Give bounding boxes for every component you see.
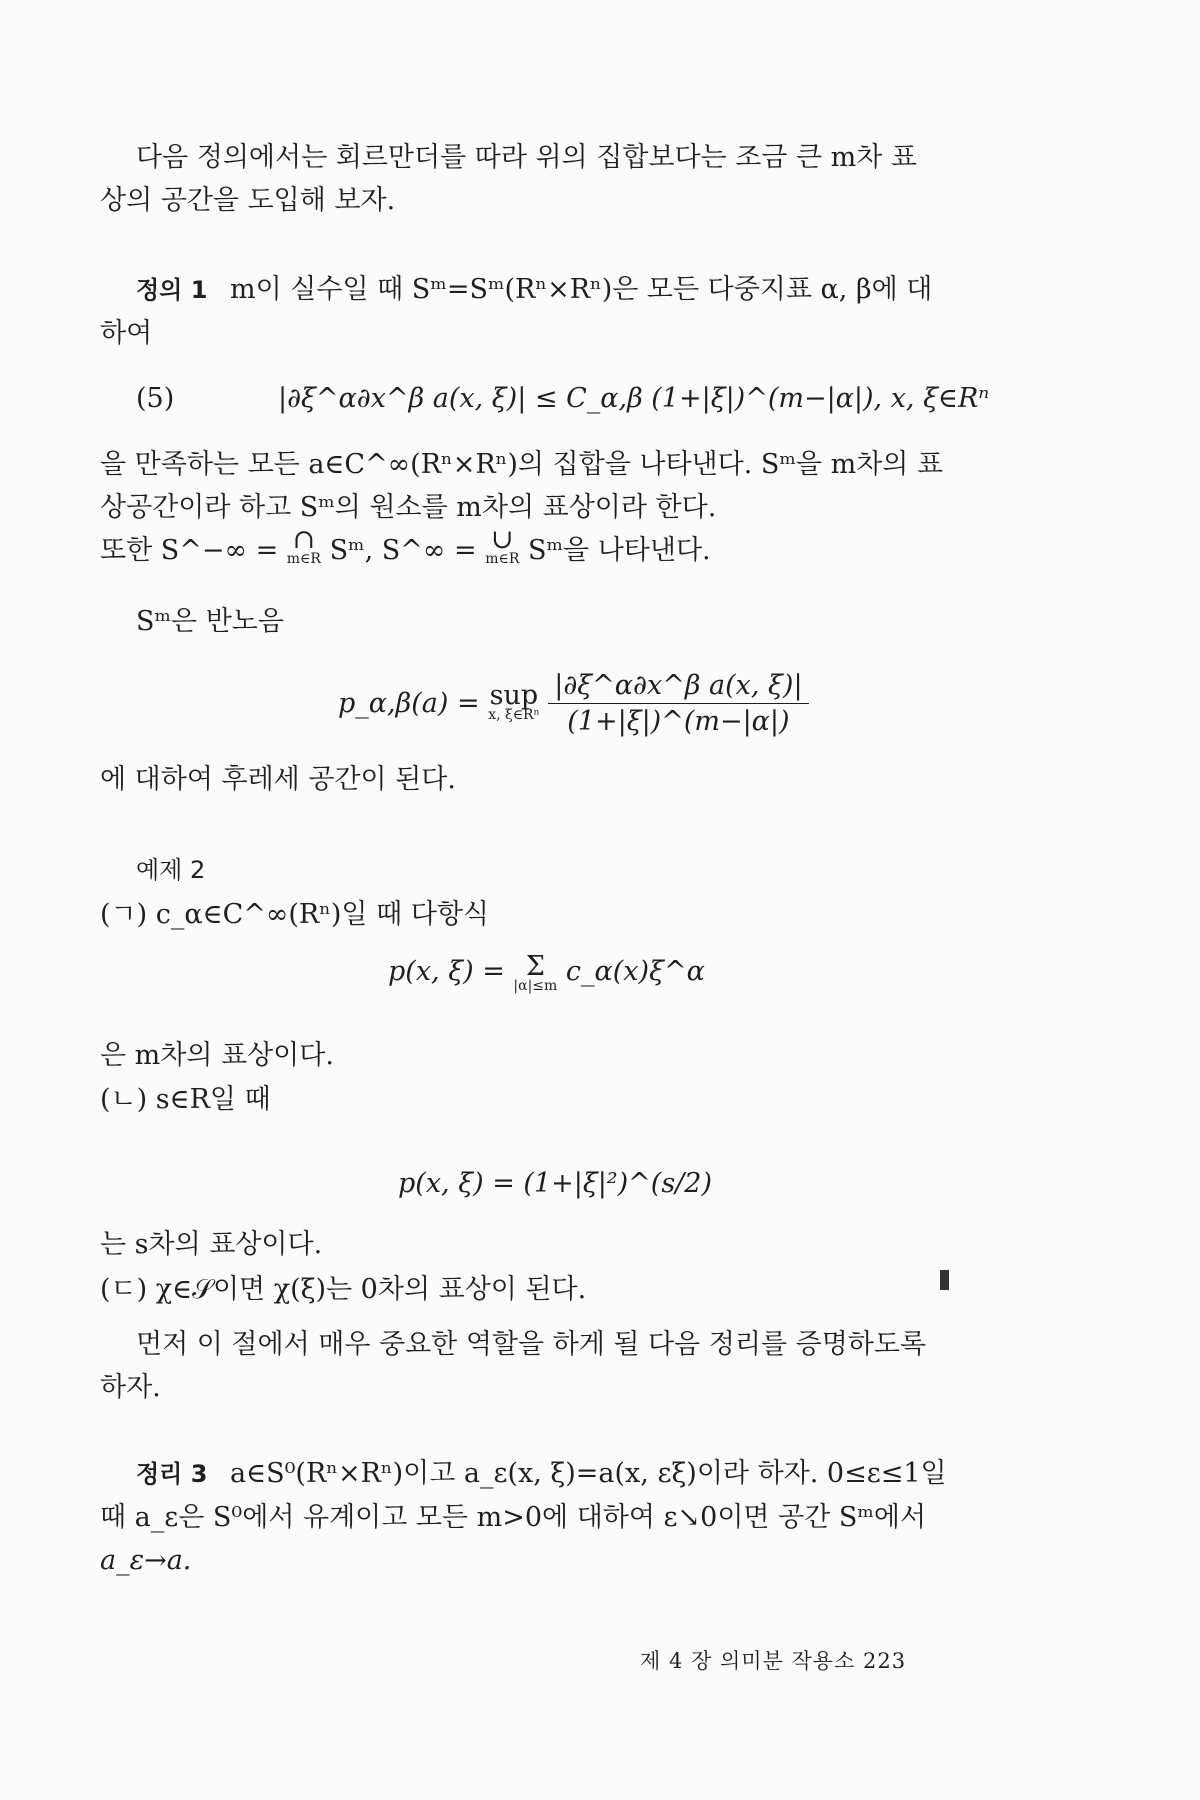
proof-intro-line-2: 하자. xyxy=(100,1372,161,1403)
theorem-line-2: 때 a_ε은 S⁰에서 유계이고 모든 m>0에 대하여 ε↘0이면 공간 Sᵐ에서 xyxy=(100,1502,927,1533)
equation-5: |∂ξ^α∂x^β a(x, ξ)| ≤ C_α,β (1+|ξ|)^(m−|α|), x, ξ∈Rⁿ xyxy=(278,383,990,414)
intersection-operator: ∩ m∈R xyxy=(286,524,321,567)
theorem-line-3: a_ε→a. xyxy=(100,1545,192,1576)
example-2c-line: (ㄷ) χ∈𝒮이면 χ(ξ)는 0차의 표상이 된다. xyxy=(100,1274,587,1305)
example-2b-line: (ㄴ) s∈R일 때 xyxy=(100,1084,271,1115)
example-2a-line: (ㄱ) c_α∈C^∞(Rⁿ)일 때 다항식 xyxy=(100,899,489,930)
fraction-denominator: (1+|ξ|)^(m−|α|) xyxy=(567,706,790,737)
continuation-line-2: 상공간이라 하고 Sᵐ의 원소를 m차의 표상이라 한다. xyxy=(100,492,717,523)
definition-line-2: 하여 xyxy=(100,318,153,349)
seminorm-lhs: p_α,β(a) = xyxy=(338,688,480,719)
intro-line-1: 다음 정의에서는 회르만더를 따라 위의 집합보다는 조금 큰 m차 표 xyxy=(136,142,917,173)
definition-1 xyxy=(100,268,980,355)
s-infinity-def: Sᵐ, S^∞ = xyxy=(329,535,477,566)
continuation-line-3 xyxy=(100,524,980,572)
theorem-line-1: a∈S⁰(Rⁿ×Rⁿ)이고 a_ε(x, ξ)=a(x, εξ)이라 하자. 0≤ε≤1일 xyxy=(230,1458,947,1489)
proof-intro-line-1: 먼저 이 절에서 매우 중요한 역할을 하게 될 다음 정리를 증명하도록 xyxy=(136,1329,927,1360)
intro-paragraph xyxy=(100,136,980,222)
page-footer: 제 4 장 의미분 작용소 223 xyxy=(640,1649,907,1673)
equation-number-5: (5) xyxy=(136,383,175,414)
seminorm-fraction xyxy=(548,670,808,737)
example-2b-equation: p(x, ξ) = (1+|ξ|²)^(s/2) xyxy=(398,1168,712,1199)
continuation-line-1: 을 만족하는 모든 a∈C^∞(Rⁿ×Rⁿ)의 집합을 나타낸다. Sᵐ을 m차의 표 xyxy=(100,449,944,480)
continuation-line-3-end: Sᵐ을 나타낸다. xyxy=(527,535,711,566)
definition-continuation xyxy=(100,443,980,572)
s-minus-infinity-def: 또한 S^−∞ = xyxy=(100,535,279,566)
sup-operator: sup x, ξ∈Rⁿ xyxy=(488,679,540,723)
example-2-label: 예제 2 xyxy=(136,856,206,884)
fraction-numerator: |∂ξ^α∂x^β a(x, ξ)| xyxy=(548,670,808,704)
definition-label: 정의 1 xyxy=(136,276,208,304)
union-operator: ∪ m∈R xyxy=(485,524,520,567)
theorem-3 xyxy=(100,1452,980,1582)
seminorm-after: 에 대하여 후레세 공간이 된다. xyxy=(100,764,456,795)
end-of-example-marker xyxy=(940,1270,949,1290)
intro-line-2: 상의 공간을 도입해 보자. xyxy=(100,185,396,216)
example-2a-after: 은 m차의 표상이다. xyxy=(100,1040,334,1071)
summation-operator: Σ |α|≤m xyxy=(513,951,558,994)
definition-line-1: m이 실수일 때 Sᵐ=Sᵐ(Rⁿ×Rⁿ)은 모든 다중지표 α, β에 대 xyxy=(230,274,933,305)
seminorm-intro: Sᵐ은 반노음 xyxy=(136,606,284,637)
proof-intro-paragraph xyxy=(100,1323,980,1409)
theorem-label: 정리 3 xyxy=(136,1460,208,1488)
polynomial-equation: p(x, ξ) = Σ |α|≤m c_α(x)ξ^α xyxy=(388,951,705,994)
seminorm-equation xyxy=(338,670,809,737)
example-2b-after: 는 s차의 표상이다. xyxy=(100,1229,323,1260)
